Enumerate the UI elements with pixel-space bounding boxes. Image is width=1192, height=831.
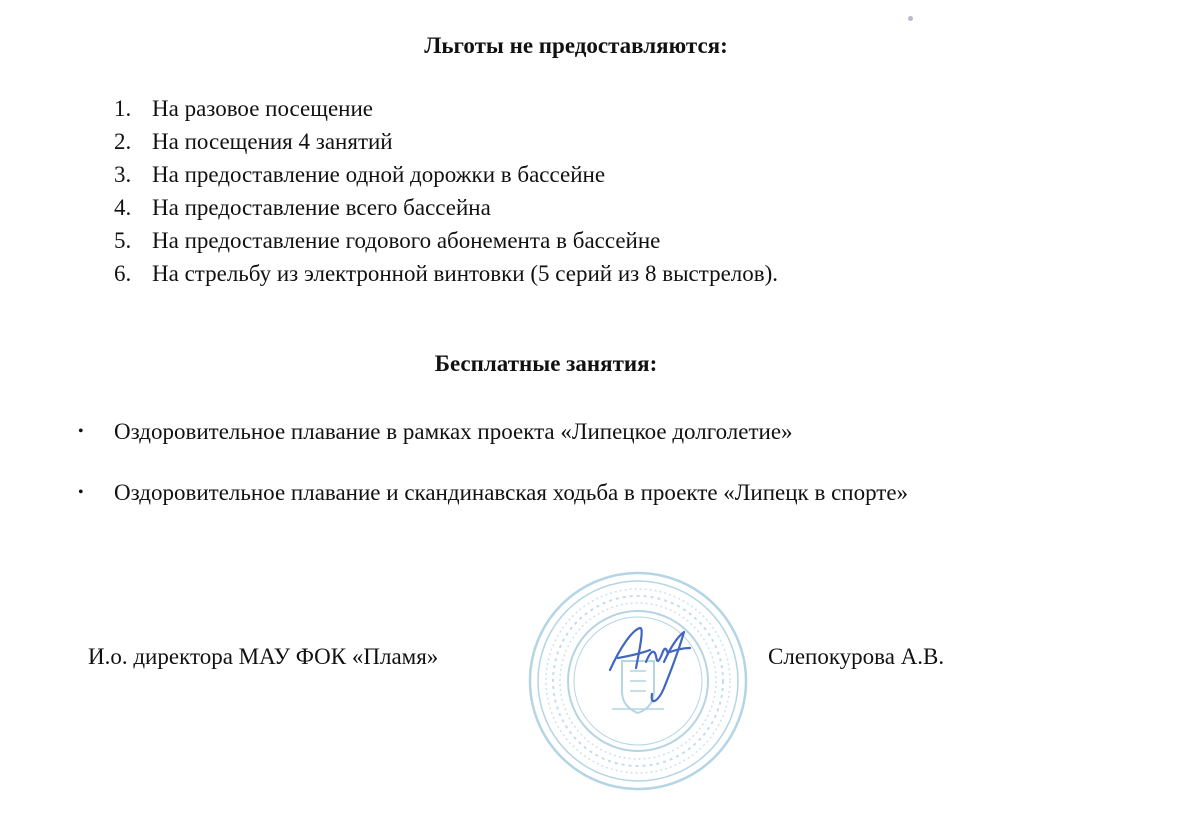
list-item [114,224,778,257]
list-item-text: На предоставление одной дорожки в бассейне [152,162,606,187]
no-benefits-list [114,92,778,290]
list-item-number: 3. [114,162,132,187]
signatory-name: Слепокурова А.В. [768,644,945,669]
list-item-text: На стрельбу из электронной винтовки (5 серий из 8 выстрелов). [152,261,779,286]
list-item-number: 1. [114,96,132,121]
bullet-icon: • [78,423,84,440]
free-classes-list [78,417,1038,539]
list-item [114,158,778,191]
list-item-number: 6. [114,261,132,286]
handwritten-signature-icon [600,618,696,708]
list-item-number: 5. [114,228,132,253]
bullet-icon: • [78,484,84,501]
list-item [114,125,778,158]
section-heading-no-benefits: Льготы не предоставляются: [424,33,728,58]
list-item-number: 4. [114,195,132,220]
bullet-item-text: Оздоровительное плавание и скандинавская ходьба в проекте «Липецк в спорте» [114,480,909,505]
list-item-text: На разовое посещение [152,96,373,121]
list-item-number: 2. [114,129,132,154]
bullet-item [78,478,1038,508]
list-item [114,257,778,290]
list-item-text: На посещения 4 занятий [152,129,393,154]
bullet-item-text: Оздоровительное плавание в рамках проекта «Липецкое долголетие» [114,419,793,444]
list-item [114,92,778,125]
list-item-text: На предоставление всего бассейна [152,195,491,220]
section-heading-free-classes: Бесплатные занятия: [434,351,658,376]
list-item-text: На предоставление годового абонемента в бассейне [152,228,661,253]
list-item [114,191,778,224]
signatory-position: И.о. директора МАУ ФОК «Пламя» [88,644,439,669]
bullet-item [78,417,1038,447]
scan-speck [908,16,913,21]
